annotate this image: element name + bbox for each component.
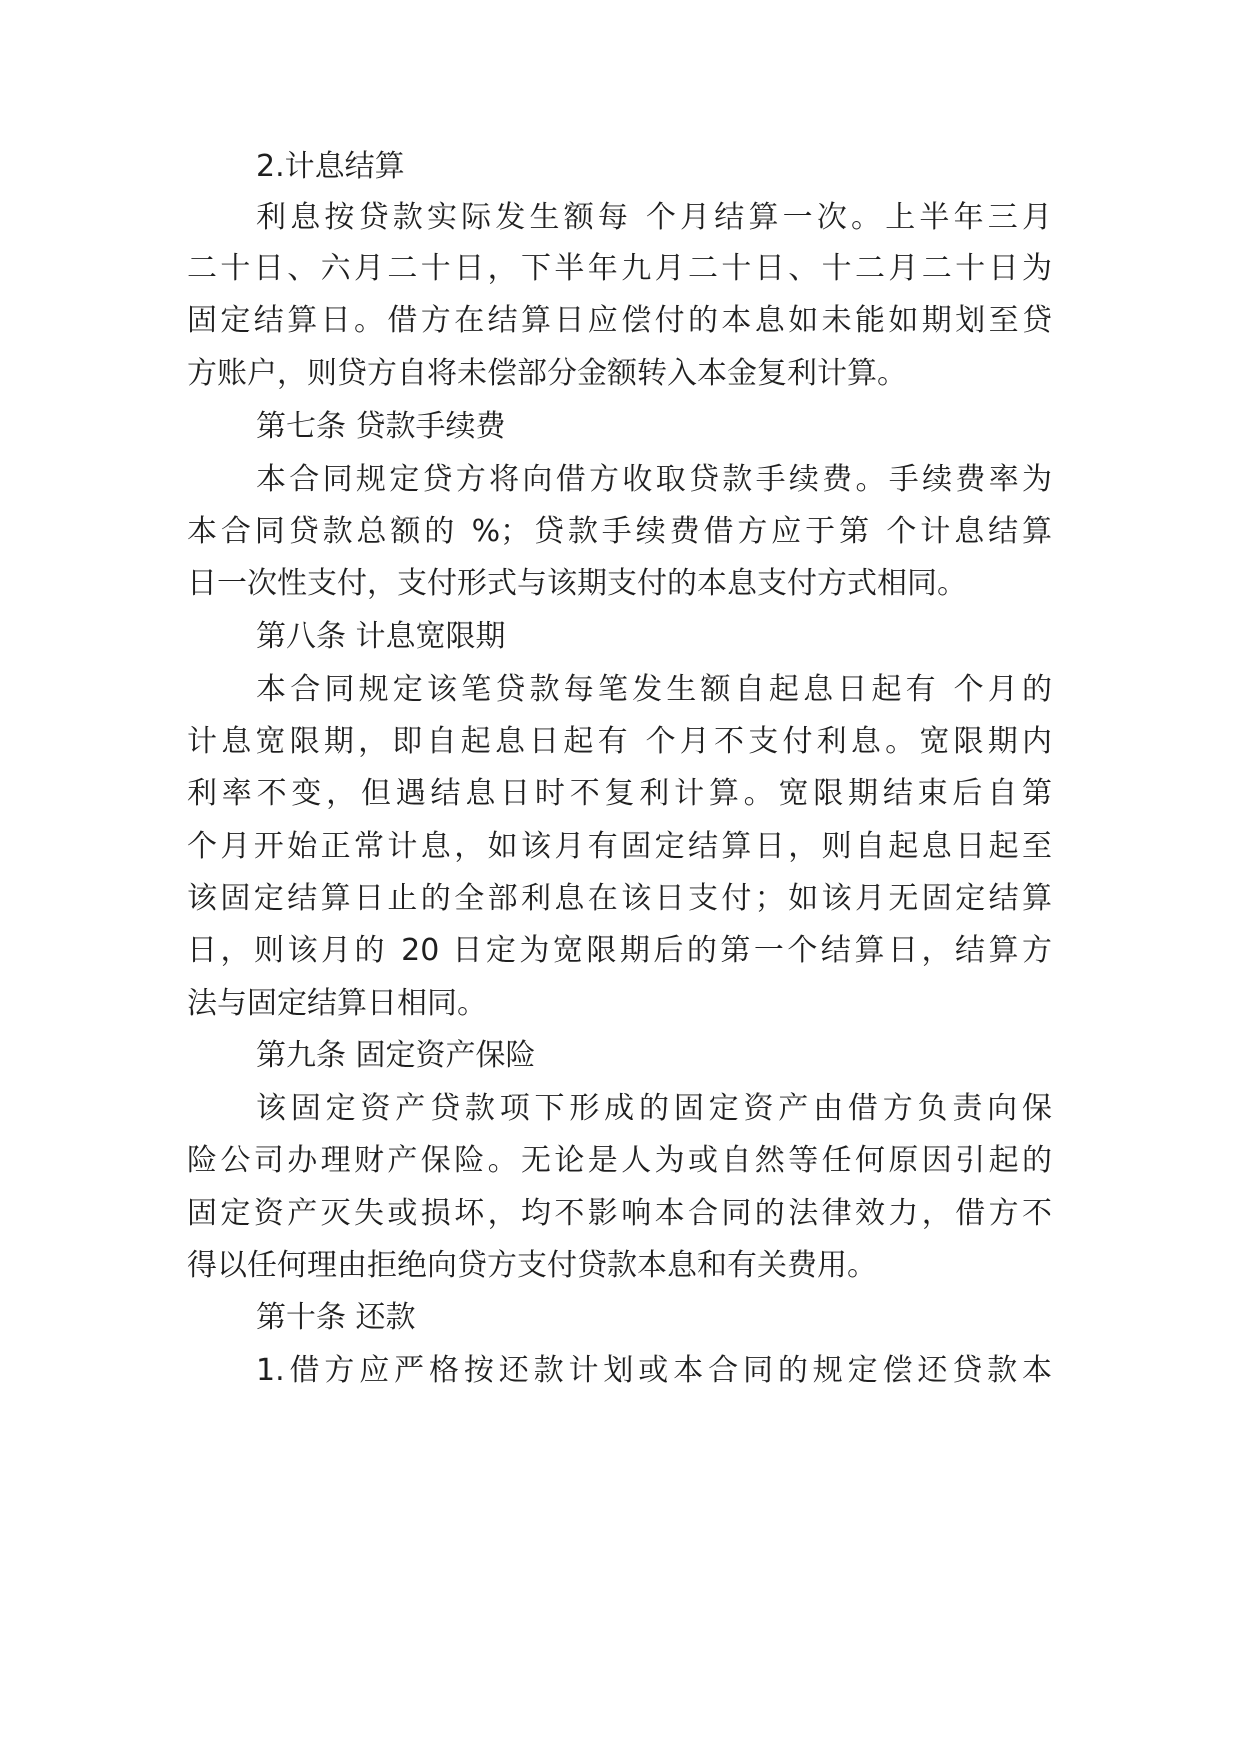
paragraph-line: 利息按贷款实际发生额每 个月结算一次。上半年三月: [256, 200, 1052, 235]
paragraph-line: 得以任何理由拒绝向贷方支付贷款本息和有关费用。: [187, 1248, 877, 1283]
paragraph-line: 本合同规定该笔贷款每笔发生额自起息日起有 个月的: [256, 672, 1052, 707]
paragraph-line: 二十日、六月二十日，下半年九月二十日、十二月二十日为: [187, 251, 1052, 286]
article-heading-10: 第十条 还款: [256, 1300, 416, 1335]
paragraph-line: 本合同贷款总额的 %；贷款手续费借方应于第 个计息结算: [187, 514, 1052, 549]
paragraph-line: 险公司办理财产保险。无论是人为或自然等任何原因引起的: [187, 1143, 1052, 1178]
paragraph-line: 个月开始正常计息，如该月有固定结算日，则自起息日起至: [187, 829, 1052, 864]
paragraph-line: 该固定资产贷款项下形成的固定资产由借方负责向保: [256, 1091, 1052, 1126]
paragraph-line: 日，则该月的 20 日定为宽限期后的第一个结算日，结算方: [187, 933, 1052, 968]
paragraph-line: 利率不变，但遇结息日时不复利计算。宽限期结束后自第: [187, 776, 1052, 811]
paragraph-line: 方账户，则贷方自将未偿部分金额转入本金复利计算。: [187, 356, 907, 391]
paragraph-line: 固定资产灭失或损坏，均不影响本合同的法律效力，借方不: [187, 1196, 1052, 1231]
article-heading-8: 第八条 计息宽限期: [256, 619, 506, 654]
paragraph-line: 本合同规定贷方将向借方收取贷款手续费。手续费率为: [256, 462, 1052, 497]
section-heading-interest-settlement: 2.计息结算: [256, 149, 405, 184]
paragraph-line: 固定结算日。借方在结算日应偿付的本息如未能如期划至贷: [187, 303, 1052, 338]
paragraph-line: 1.借方应严格按还款计划或本合同的规定偿还贷款本: [256, 1353, 1052, 1388]
paragraph-line: 法与固定结算日相同。: [187, 986, 487, 1021]
article-heading-7: 第七条 贷款手续费: [256, 409, 506, 444]
paragraph-line: 该固定结算日止的全部利息在该日支付；如该月无固定结算: [187, 881, 1052, 916]
article-heading-9: 第九条 固定资产保险: [256, 1038, 536, 1073]
paragraph-line: 计息宽限期，即自起息日起有 个月不支付利息。宽限期内: [187, 724, 1052, 759]
paragraph-line: 日一次性支付，支付形式与该期支付的本息支付方式相同。: [187, 566, 967, 601]
